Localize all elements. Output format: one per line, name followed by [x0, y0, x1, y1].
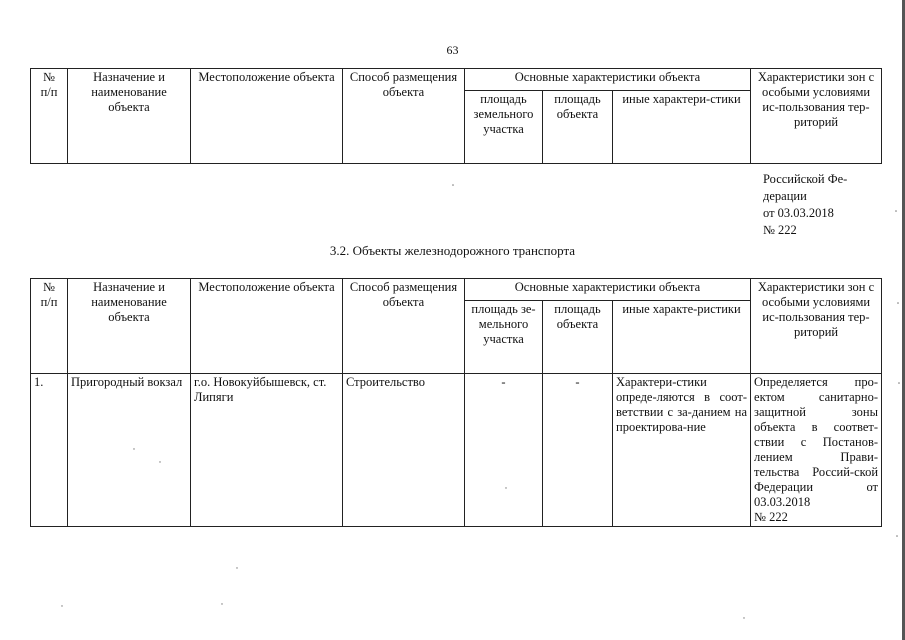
header-purpose: Назначение и наименование объекта	[68, 279, 191, 374]
header-other: иные характе-ристики	[613, 301, 751, 374]
row-land-area: -	[465, 374, 543, 527]
header-placement: Способ размещения объекта	[343, 69, 465, 164]
header-object-area: площадь объекта	[543, 91, 613, 164]
table-row	[31, 374, 882, 527]
carried-over-text: Российской Фе-дерации от 03.03.2018 № 222	[763, 172, 848, 237]
header-main-characteristics: Основные характеристики объекта	[465, 69, 751, 91]
section-title: 3.2. Объекты железнодорожного транспорта	[329, 243, 576, 258]
header-object-area: площадь объекта	[543, 301, 613, 374]
header-zones: Характеристики зон с особыми условиями ис-пользования тер-риторий	[751, 279, 882, 374]
row-zones: Определяется про-ектом санитарно-защитной зоны объекта в соответ-ствии с Постанов-лением Прави-тельства Россий-ской Федерации от 03.03.2018 № 222	[751, 374, 882, 527]
header-num: № п/п	[31, 69, 68, 164]
header-zones: Характеристики зон с особыми условиями ис-пользования тер-риторий	[751, 69, 882, 164]
row-location: г.о. Новокуйбышевск, ст. Липяги	[191, 374, 343, 527]
page-number: 63	[446, 43, 459, 57]
header-location: Местоположение объекта	[191, 279, 343, 374]
header-num: № п/п	[31, 279, 68, 374]
header-land-area: площадь зе-мельного участка	[465, 301, 543, 374]
row-object-area: -	[543, 374, 613, 527]
row-num: 1.	[31, 374, 68, 527]
header-other: иные характери-стики	[613, 91, 751, 164]
header-location: Местоположение объекта	[191, 69, 343, 164]
row-other: Характери-стики опреде-ляются в соот-ветствии с за-данием на проектирова-ние	[613, 374, 751, 527]
header-purpose: Назначение и наименование объекта	[68, 69, 191, 164]
row-placement: Строительство	[343, 374, 465, 527]
header-table-continued	[30, 68, 882, 164]
header-placement: Способ размещения объекта	[343, 279, 465, 374]
header-land-area: площадь земельного участка	[465, 91, 543, 164]
row-purpose: Пригородный вокзал	[68, 374, 191, 527]
header-main-characteristics: Основные характеристики объекта	[465, 279, 751, 301]
railway-objects-table	[30, 278, 882, 527]
